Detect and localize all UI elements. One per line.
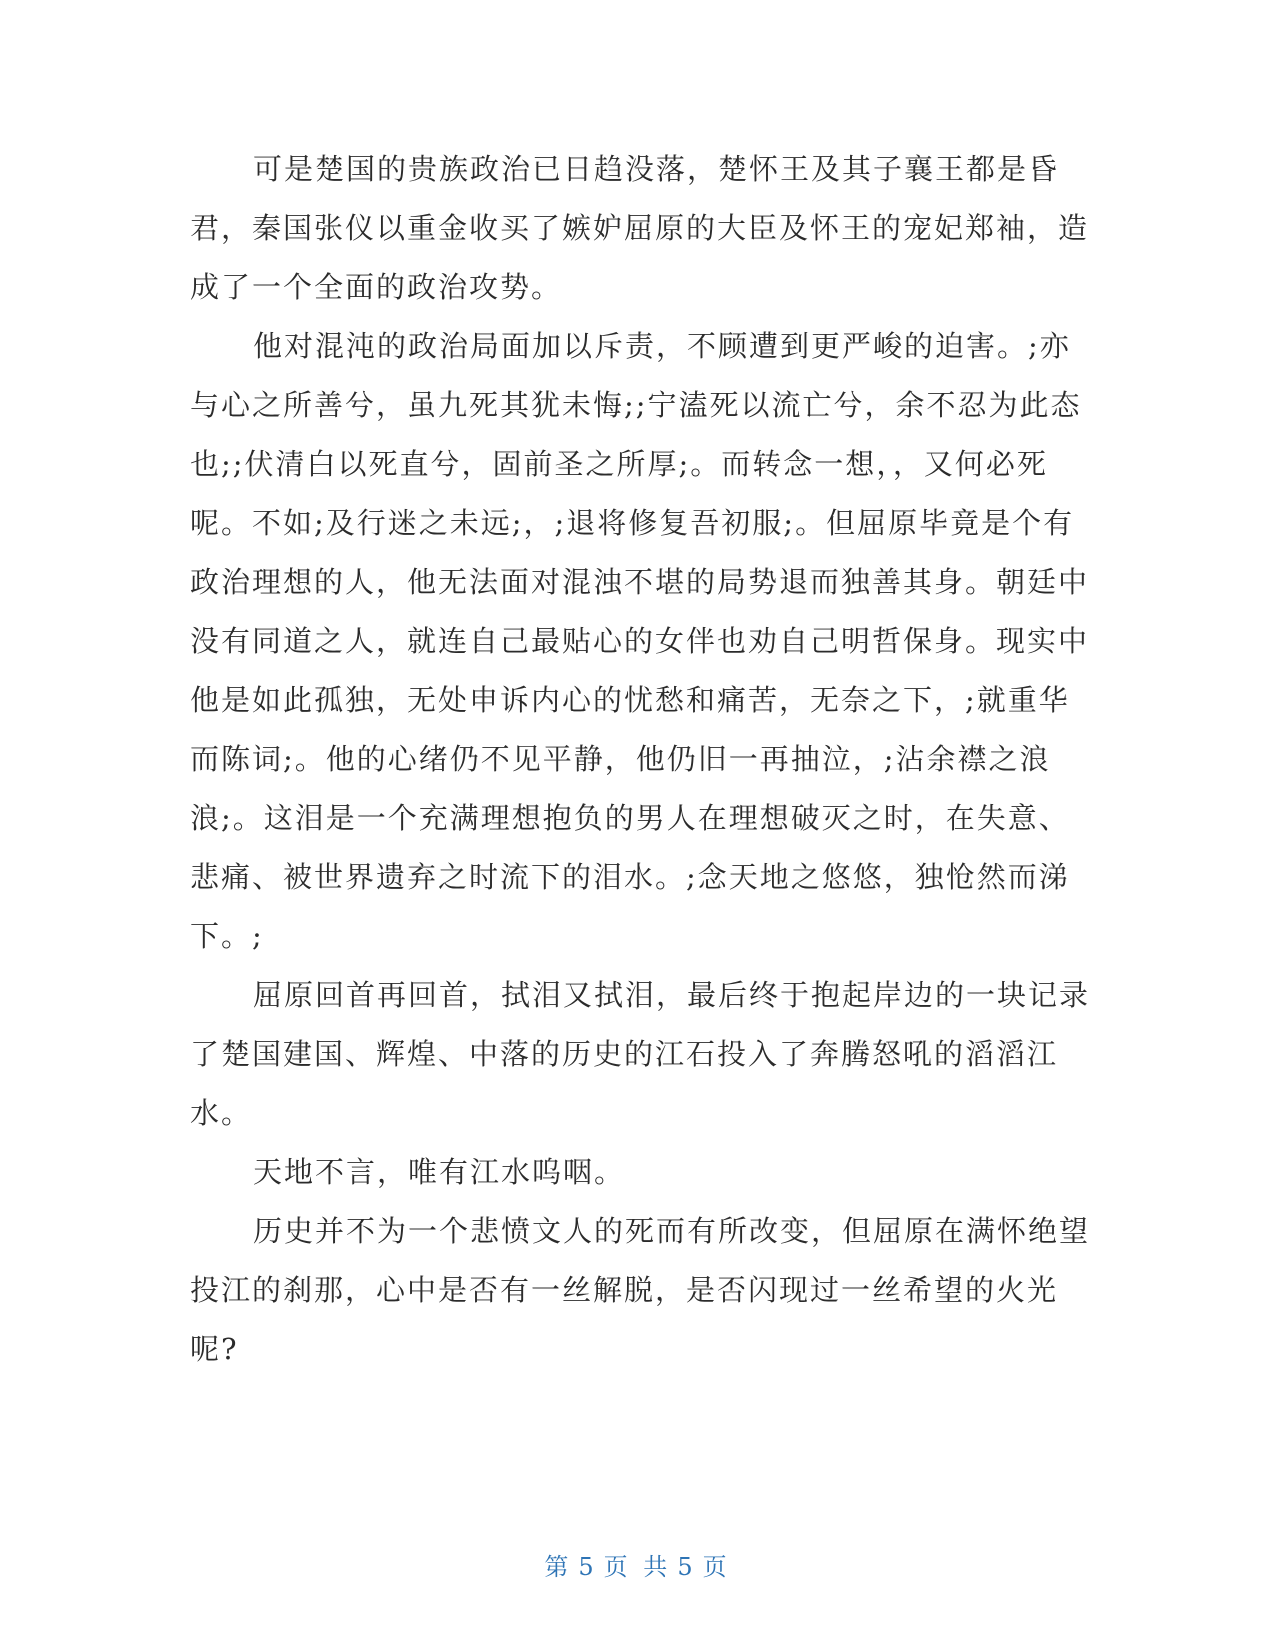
paragraph-5: 历史并不为一个悲愤文人的死而有所改变，但屈原在满怀绝望投江的刹那，心中是否有一丝解脱，是否闪现过一丝希望的火光呢? bbox=[190, 1214, 1091, 1366]
paragraph-4: 天地不言，唯有江水呜咽。 bbox=[253, 1155, 626, 1189]
footer-suffix: 页 bbox=[702, 1553, 731, 1581]
footer-current-page: 5 bbox=[578, 1553, 598, 1581]
paragraph-3: 屈原回首再回首，拭泪又拭泪，最后终于抱起岸边的一块记录了楚国建国、辉煌、中落的历史的江石投入了奔腾怒吼的滔滔江水。 bbox=[190, 978, 1091, 1130]
paragraph-1: 可是楚国的贵族政治已日趋没落，楚怀王及其子襄王都是昏君，秦国张仪以重金收买了嫉妒屈原的大臣及怀王的宠妃郑袖，造成了一个全面的政治攻势。 bbox=[190, 152, 1090, 304]
footer-total-pages: 5 bbox=[677, 1553, 697, 1581]
paragraph-2: 他对混沌的政治局面加以斥责，不顾遭到更严峻的迫害。;亦与心之所善兮，虽九死其犹未悔;;宁溘死以流亡兮，余不忍为此态也;;伏清白以死直兮，固前圣之所厚;。而转念一想，，又何必死呢。不如;及行迷之未远;，;退将修复吾初服;。但屈原毕竟是个有政治理想的人，他无法面对混浊不堪的局势退而独善其身。朝廷中没有同道之人，就连自己最贴心的女伴也劝自己明哲保身。现实中他是如此孤独，无处申诉内心的忧愁和痛苦，无奈之下，;就重华而陈词;。他的心绪仍不见平静，他仍旧一再抽泣，;沾余襟之浪浪;。这泪是一个充满理想抱负的男人在理想破灭之时，在失意、悲痛、被世界遗弃之时流下的泪水。;念天地之悠悠，独怆然而涕下。; bbox=[190, 329, 1090, 953]
footer-mid: 页 共 bbox=[603, 1553, 672, 1581]
document-body bbox=[190, 140, 1090, 1379]
page-footer bbox=[0, 1547, 1275, 1582]
footer-prefix: 第 bbox=[544, 1553, 573, 1581]
